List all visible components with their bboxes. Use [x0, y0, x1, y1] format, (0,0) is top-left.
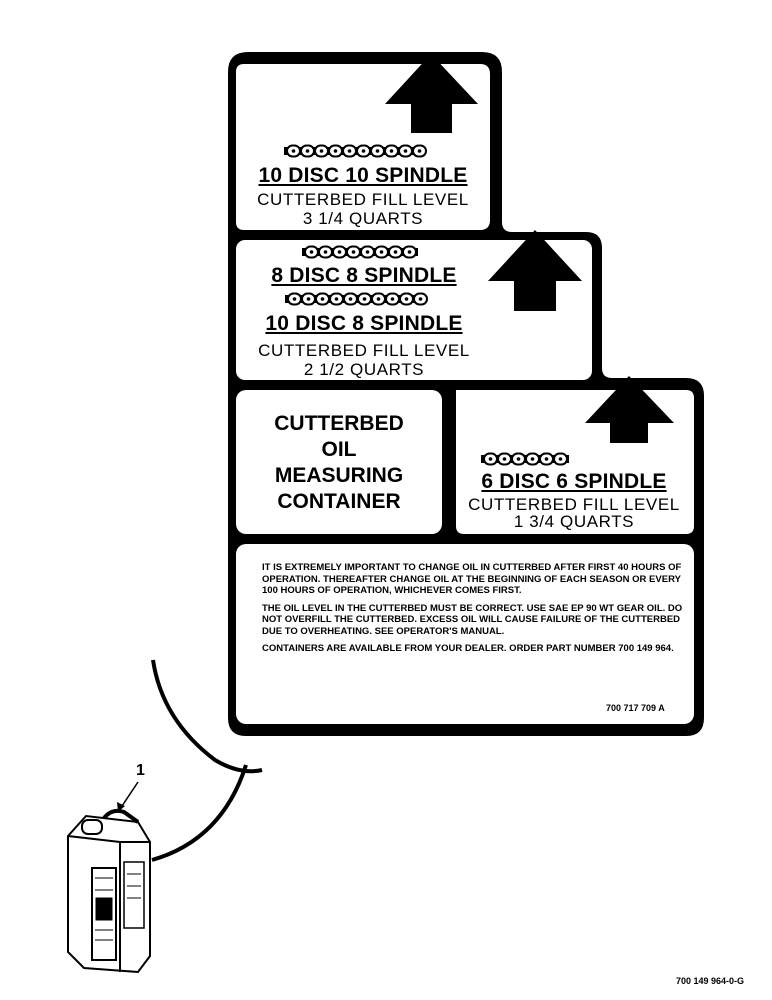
container-line-2: OIL	[321, 438, 357, 461]
container-line-4: CONTAINER	[277, 490, 401, 513]
callout-number: 1	[136, 762, 145, 779]
notice-paragraph-2: THE OIL LEVEL IN THE CUTTERBED MUST BE CORRECT. USE SAE EP 90 WT GEAR OIL. DO NOT OVERFILL THE CUTTERBED. EXCESS OIL WILL CAUSE FAILURE OF THE CUTTERBED DUE TO OVERHEATING. SEE OPERATOR'S MANUAL.	[262, 602, 683, 637]
decal-part-number: 700 717 709 A	[606, 703, 665, 713]
disc-chain-icon	[284, 146, 426, 157]
disc-chain-icon	[302, 247, 418, 258]
disc-chain-icon	[285, 294, 427, 305]
oil-bottle-icon	[68, 811, 150, 972]
leader-curve	[152, 765, 246, 860]
maintenance-notice	[262, 562, 692, 661]
container-line-1: CUTTERBED	[274, 412, 404, 435]
fill-level-label: CUTTERBED FILL LEVEL	[257, 190, 469, 209]
fill-level-label: CUTTERBED FILL LEVEL	[468, 495, 680, 514]
title-8-disc-8-spindle: 8 DISC 8 SPINDLE	[271, 264, 457, 287]
fill-quantity: 3 1/4 QUARTS	[302, 209, 424, 228]
title-6-disc-6-spindle: 6 DISC 6 SPINDLE	[481, 470, 667, 493]
container-line-3: MEASURING	[274, 464, 404, 487]
fill-level-label: CUTTERBED FILL LEVEL	[258, 341, 470, 360]
title-10-disc-8-spindle: 10 DISC 8 SPINDLE	[265, 312, 463, 335]
fill-quantity: 1 3/4 QUARTS	[513, 512, 635, 531]
figure-code: 700 149 964-0-G	[676, 976, 745, 986]
disc-chain-icon	[481, 454, 569, 465]
title-10-disc-10-spindle: 10 DISC 10 SPINDLE	[258, 164, 468, 187]
notice-paragraph-1: IT IS EXTREMELY IMPORTANT TO CHANGE OIL IN CUTTERBED AFTER FIRST 40 HOURS OF OPERATION. THEREAFTER CHANGE OIL AT THE BEGINNING OF EACH SEASON OR EVERY 100 HOURS OF OPERATION, WHICHEVER COMES FIRST.	[262, 562, 682, 596]
fill-quantity: 2 1/2 QUARTS	[303, 360, 425, 379]
notice-paragraph-3: CONTAINERS ARE AVAILABLE FROM YOUR DEALER. ORDER PART NUMBER 700 149 964.	[262, 643, 674, 654]
